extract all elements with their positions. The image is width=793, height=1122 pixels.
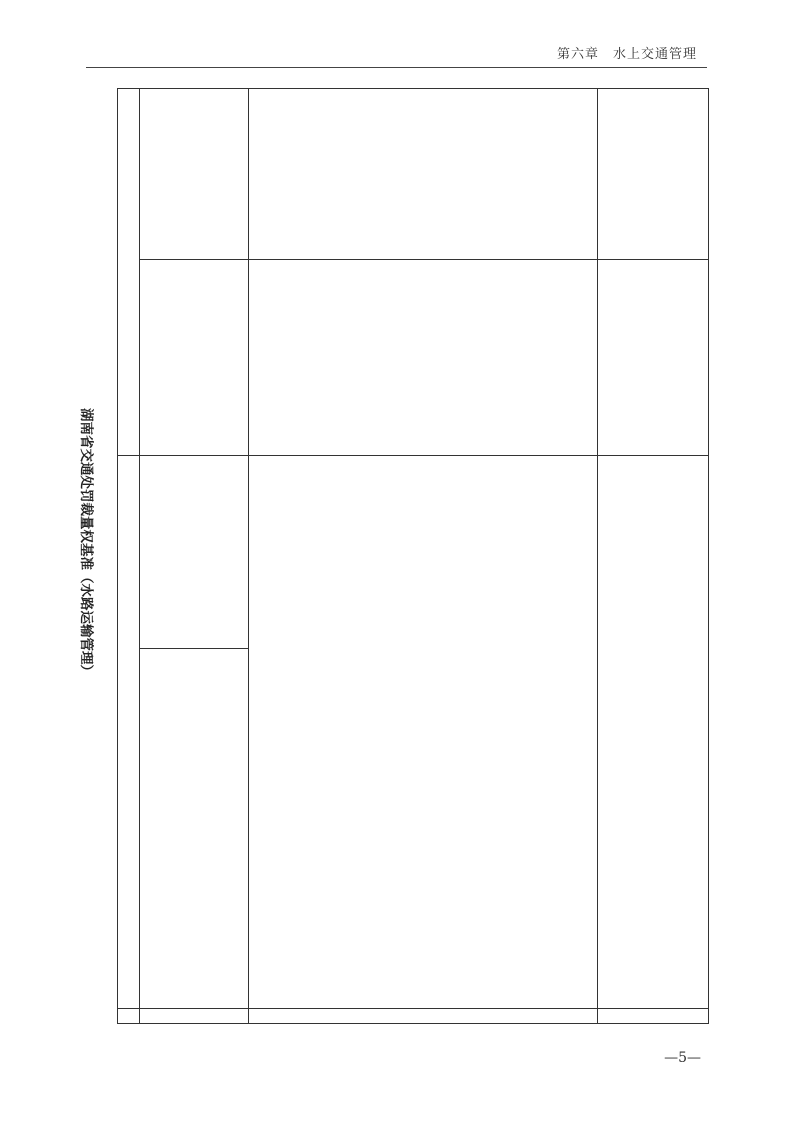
penalty-table xyxy=(117,88,709,1024)
table-row-divider xyxy=(139,455,248,456)
table-col-divider xyxy=(597,89,598,1023)
table-row-divider xyxy=(118,455,139,456)
table-row-divider xyxy=(139,648,248,649)
header-rule xyxy=(86,67,707,68)
table-row-divider xyxy=(118,1008,139,1009)
table-row-divider xyxy=(248,1008,708,1009)
table-row-divider xyxy=(139,259,248,260)
chapter-header: 第六章 水上交通管理 xyxy=(556,47,697,62)
table-row-divider xyxy=(248,455,708,456)
table-col-divider xyxy=(139,89,140,1023)
table-col-divider xyxy=(248,89,249,1008)
table-row-divider xyxy=(248,259,708,260)
page-number: —5— xyxy=(664,1050,701,1066)
table-row-divider xyxy=(139,1008,248,1009)
document-title: 湖南省交通处罚裁量权基准（水路运输管理） xyxy=(78,408,94,678)
